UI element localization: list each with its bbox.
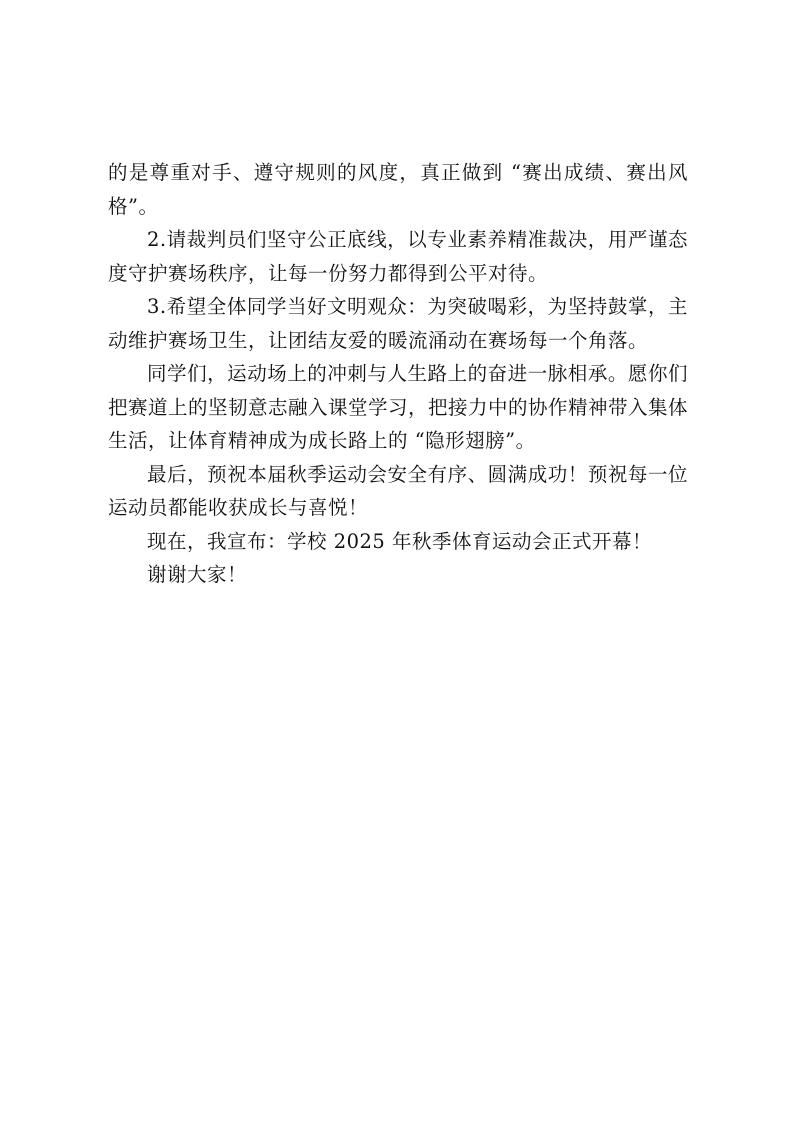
paragraph-7: 谢谢大家！ (147, 563, 248, 586)
speech-body (108, 156, 688, 592)
paragraph-6: 现在，我宣布：学校 2025 年秋季体育运动会正式开幕！ (147, 529, 653, 553)
paragraph-3: 3.希望全体同学当好文明观众：为突破喝彩，为坚持鼓掌，主动维护赛场卫生，让团结友爱的暖流涌动在赛场每一个角落。 (108, 295, 688, 352)
paragraph-2: 2.请裁判员们坚守公正底线，以专业素养精准裁决，用严谨态度守护赛场秩序，让每一份努力都得到公平对待。 (108, 228, 688, 285)
paragraph-5: 最后，预祝本届秋季运动会安全有序、圆满成功！预祝每一位运动员都能收获成长与喜悦！ (108, 462, 688, 519)
paragraph-4: 同学们，运动场上的冲刺与人生路上的奋进一脉相承。愿你们把赛道上的坚韧意志融入课堂学习，把接力中的协作精神带入集体生活，让体育精神成为成长路上的 “隐形翅膀”。 (108, 362, 689, 452)
paragraph-1: 的是尊重对手、遵守规则的风度，真正做到 “赛出成绩、赛出风格”。 (108, 161, 688, 218)
